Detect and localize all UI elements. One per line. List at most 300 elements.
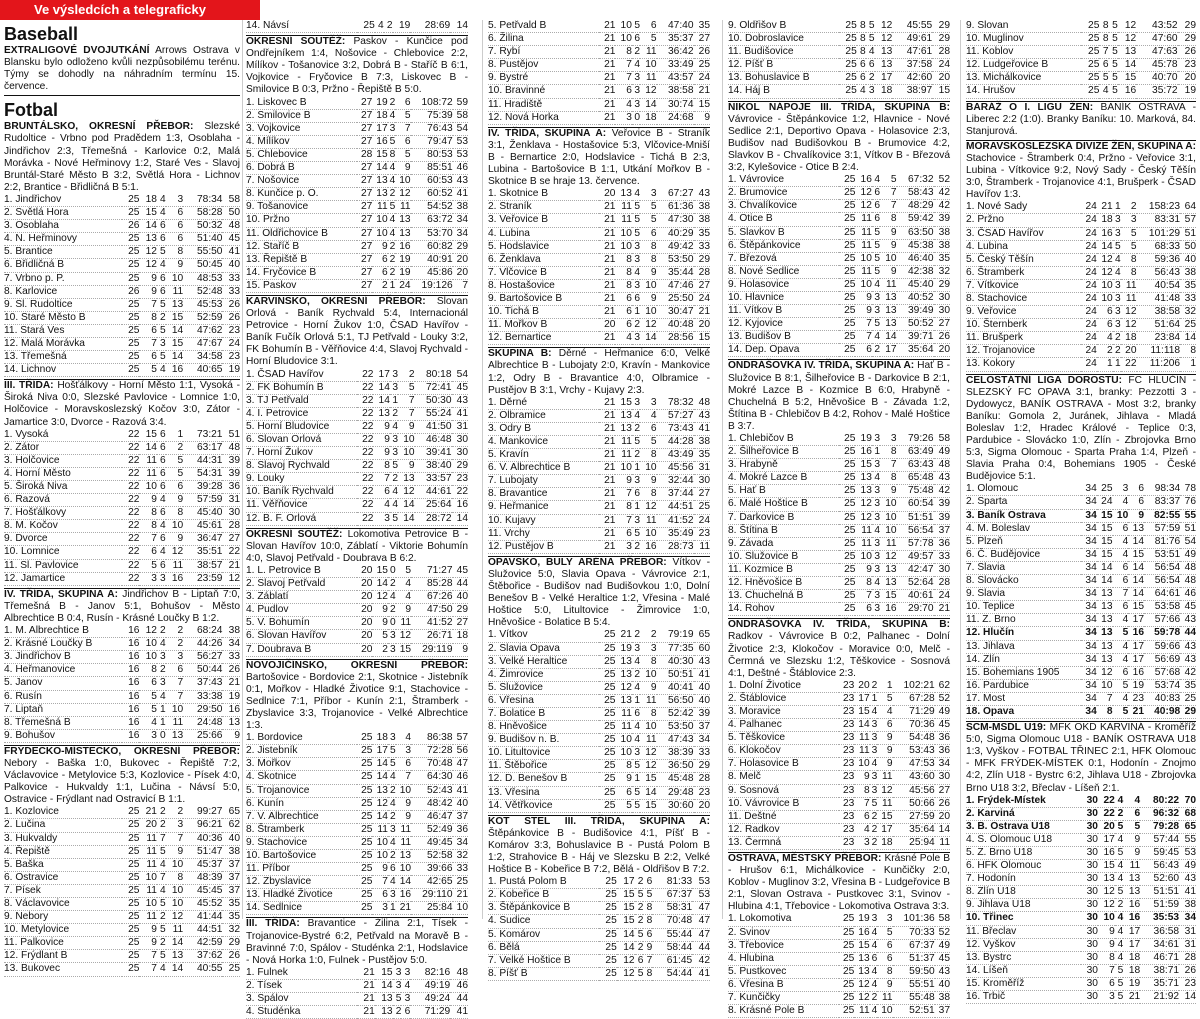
matches: 25 — [361, 850, 373, 861]
matches: 16 — [128, 638, 140, 650]
team-name: 2. Světlá Hora — [4, 207, 69, 219]
team-name: 1. Fulnek — [246, 966, 288, 978]
matches: 22 — [362, 368, 374, 380]
losses: 9 — [177, 259, 184, 271]
team-name: 6. Razová — [4, 494, 50, 506]
draws: 3 — [874, 603, 881, 615]
wins: 6 — [866, 344, 872, 356]
losses: 9 — [890, 265, 897, 277]
standings-row — [246, 771, 468, 784]
points: 62 — [938, 679, 950, 691]
losses: 12 — [399, 188, 411, 200]
standings-row — [728, 992, 950, 1005]
score: 55:48 — [909, 992, 935, 1004]
score: 37:43 — [196, 677, 223, 689]
standings-row — [488, 436, 710, 449]
team-name: 8. Píšť B — [488, 967, 528, 979]
competition-heading: IV. TŘÍDA, SKUPINA A: — [488, 127, 607, 139]
draws: 4 — [389, 214, 396, 226]
matches: 24 — [1085, 358, 1097, 370]
points: 48 — [1184, 561, 1196, 573]
draws: 6 — [1122, 522, 1129, 534]
matches: 25 — [844, 537, 856, 549]
draws: 4 — [1122, 653, 1129, 665]
points: 34 — [456, 836, 468, 848]
wins: 9 — [382, 604, 388, 616]
score: 37:58 — [906, 59, 933, 71]
draws: 4 — [1122, 548, 1129, 560]
losses: 1 — [177, 428, 184, 440]
draws: 7 — [1122, 588, 1129, 600]
score: 52:49 — [427, 823, 453, 835]
points: 24 — [698, 72, 710, 84]
points: 30 — [938, 771, 950, 783]
wins: 21 — [620, 629, 632, 641]
losses: 8 — [890, 446, 897, 458]
matches: 34 — [1085, 509, 1097, 521]
wins: 9 — [626, 773, 632, 785]
standings-row — [966, 601, 1196, 614]
team-name: 6. Vřesina — [488, 694, 534, 706]
standings-row — [4, 207, 240, 220]
points: 38 — [228, 625, 240, 637]
team-name: 8. M. Kočov — [4, 520, 58, 532]
draws: 2 — [871, 823, 878, 835]
points: 30 — [938, 563, 950, 575]
draws: 6 — [874, 187, 881, 199]
wins: 22 — [1103, 794, 1115, 806]
losses: 10 — [645, 668, 657, 680]
matches: 25 — [605, 941, 617, 953]
wins: 6 — [626, 306, 632, 318]
losses: 16 — [645, 540, 657, 552]
team-name: 10. Litultovice — [488, 747, 551, 759]
points: 9 — [234, 729, 240, 741]
results-text: Hošťálkovy - Horní Město 1:1, Vysoká - Široká Niva 0:0, Slezské Pavlovice - Lomnice 1:0, Holčovice - Moravskoslezský Kočov 3:0, Zátor - Jamartice 3:0, Dvorce - Razová 3:4. — [4, 380, 240, 428]
standings-row — [966, 561, 1196, 574]
matches: 34 — [1085, 614, 1097, 626]
wins: 13 — [620, 188, 632, 200]
losses: 14 — [645, 332, 657, 344]
score: 50:66 — [909, 797, 935, 809]
wins: 17 — [1103, 833, 1115, 845]
team-name: 5. Horní Bludovice — [246, 420, 330, 432]
matches: 27 — [360, 188, 373, 200]
points: 52 — [938, 692, 950, 704]
standings-table — [4, 806, 240, 976]
losses: 10 — [645, 721, 657, 733]
wins: 10 — [858, 758, 870, 770]
results-text: Krásné Pole B - Hrušov 6:1, Michálkovice - Kunčičky 2:0, Koblov - Muglinov 3:2, Vřesina B - Ludgeřovice B 2:1, Slovan Ostrava - Pustkovec 3:1, Svinov - Hlubina 4:1, Třebovice - Lokomotiva Ostrava 3:3. — [728, 853, 950, 913]
losses: 16 — [171, 572, 184, 584]
standings-row — [966, 705, 1196, 718]
matches: 25 — [128, 298, 140, 310]
wins: 15 — [376, 564, 388, 576]
wins: 6 — [859, 59, 866, 71]
team-name: 12. Radkov — [728, 823, 780, 835]
draws: 3 — [871, 719, 878, 731]
standings-row — [966, 85, 1196, 98]
standings-row — [488, 773, 710, 786]
standings-row — [728, 472, 950, 485]
standings-row — [728, 745, 950, 758]
standings-row — [966, 666, 1196, 679]
standings-row — [246, 745, 468, 758]
score: 71:27 — [427, 564, 453, 576]
wins: 12 — [623, 967, 635, 979]
standings-row — [728, 810, 950, 823]
score: 73:43 — [668, 422, 694, 434]
score: 48:42 — [427, 797, 453, 809]
results-text: Bartošovice - Bordovice 2:1, Skotnice - Jistebník 0:1, Mořkov - Hladké Životice 9:1, Stachovice - Sedlnice 7:1, Příbor - Kunín 2:1, Štramberk - Zbyslavice 3:3, Trojanovice - Velké Albrechtice 1:3. — [246, 671, 468, 732]
losses: 7 — [646, 954, 653, 966]
draws: 1 — [1114, 358, 1121, 370]
team-name: 11. Stará Ves — [4, 324, 65, 336]
draws: 2 — [634, 422, 641, 434]
wins: 16 — [860, 174, 872, 186]
points: 33 — [456, 863, 468, 875]
matches: 23 — [842, 692, 855, 704]
standings-row — [488, 292, 710, 305]
score: 56:43 — [1154, 266, 1181, 278]
standings-row — [966, 483, 1196, 496]
draws: 6 — [160, 441, 166, 453]
wins: 6 — [151, 324, 157, 336]
draws: 2 — [634, 668, 641, 680]
losses: 11 — [885, 537, 897, 549]
matches: 30 — [1086, 833, 1098, 845]
score: 40:91 — [427, 253, 453, 265]
points: 49 — [938, 939, 950, 951]
points: 26 — [938, 797, 950, 809]
score: 45:40 — [196, 507, 223, 519]
draws: 2 — [1117, 807, 1124, 819]
standings-table — [728, 680, 950, 850]
wins: 14 — [1101, 240, 1113, 252]
draws: 6 — [634, 292, 641, 304]
score: 36:47 — [196, 533, 223, 545]
team-name: 6. Kunín — [246, 797, 284, 809]
draws: 5 — [1112, 59, 1118, 71]
score: 54:31 — [196, 467, 223, 479]
score: 35:72 — [1152, 85, 1178, 97]
score: 35:64 — [908, 344, 934, 356]
wins: 5 — [151, 703, 157, 715]
score: 57:27 — [668, 409, 694, 421]
score: 29:50 — [196, 703, 223, 715]
draws: 5 — [1122, 705, 1129, 717]
points: 9 — [462, 643, 468, 655]
points: 30 — [456, 447, 468, 459]
matches: 21 — [604, 59, 616, 71]
standings-row — [966, 72, 1196, 85]
matches: 21 — [363, 993, 375, 1005]
standings-row — [966, 991, 1196, 1004]
standings-row — [246, 1006, 468, 1019]
score: 25:64 — [426, 499, 452, 511]
draws: 5 — [634, 214, 641, 226]
points: 15 — [938, 85, 950, 97]
score: 37:62 — [196, 950, 223, 962]
points: 29 — [938, 20, 950, 31]
points: 56 — [456, 745, 468, 757]
points: 53 — [698, 876, 710, 888]
banner-title: Ve výsledcích a telegraficky — [34, 2, 206, 17]
wins: 10 — [620, 240, 632, 252]
matches: 25 — [1088, 33, 1100, 45]
score: 70:33 — [909, 926, 935, 938]
draws: 4 — [160, 858, 166, 870]
matches: 25 — [844, 344, 856, 356]
team-name: 9. Jihlava U18 — [966, 899, 1031, 911]
draws: 4 — [871, 926, 878, 938]
team-name: 2. Tísek — [246, 979, 283, 991]
matches: 25 — [845, 85, 857, 97]
standings-row — [966, 860, 1196, 873]
standings-row — [4, 246, 240, 259]
wins: 14 — [376, 771, 388, 783]
matches: 24 — [1085, 201, 1097, 213]
wins: 5 — [1102, 72, 1109, 84]
matches: 25 — [361, 836, 373, 848]
standings-row — [246, 188, 468, 201]
standings-row — [4, 638, 240, 651]
matches: 25 — [128, 832, 140, 844]
points: 29 — [456, 604, 468, 616]
team-name: 4. Lubina — [966, 240, 1008, 252]
team-name: 14. Větřkovice — [488, 799, 553, 811]
score: 57:44 — [1153, 833, 1180, 845]
team-name: 5. Petřvald B — [488, 20, 547, 31]
points: 24 — [698, 514, 710, 526]
draws: 2 — [389, 850, 396, 861]
losses: 10 — [885, 498, 897, 510]
standings-row — [4, 311, 240, 324]
team-name: 12. Bernartice — [488, 332, 552, 344]
points: 48 — [1184, 575, 1196, 587]
draws: 2 — [637, 941, 644, 953]
score: 23:84 — [1154, 332, 1181, 344]
score: 60:54 — [908, 498, 934, 510]
losses: 9 — [890, 226, 897, 238]
draws: 3 — [160, 337, 166, 349]
matches: 22 — [362, 381, 374, 393]
points: 20 — [698, 319, 710, 331]
standings-row — [4, 911, 240, 924]
wins: 18 — [1101, 214, 1113, 226]
matches: 22 — [128, 572, 140, 584]
matches: 21 — [604, 422, 616, 434]
wins: 19 — [376, 96, 388, 108]
points: 42 — [938, 485, 950, 497]
team-name: 10. Staré Město B — [4, 311, 86, 323]
draws: 4 — [1117, 833, 1124, 845]
draws: 3 — [160, 572, 166, 584]
losses: 17 — [880, 72, 893, 84]
standings-row — [246, 993, 468, 1006]
losses: 21 — [1132, 705, 1144, 717]
team-name: 2. Pržno — [966, 214, 1004, 226]
points: 37 — [228, 871, 240, 883]
losses: 16 — [399, 240, 411, 252]
matches: 21 — [604, 279, 616, 291]
score: 57:66 — [1154, 614, 1181, 626]
wins: 8 — [626, 501, 632, 513]
losses: 12 — [403, 486, 415, 498]
result-paragraph — [246, 660, 468, 733]
losses: 15 — [171, 337, 184, 349]
team-name: 4. Mílíkov — [246, 135, 290, 147]
matches: 25 — [604, 668, 616, 680]
score: 71:29 — [909, 705, 935, 717]
team-name: 7. Hošťálkovy — [4, 507, 67, 519]
draws: 1 — [874, 446, 881, 458]
team-name: 13. Čermná — [728, 836, 782, 848]
points: 34 — [1184, 912, 1196, 924]
score: 54:52 — [427, 201, 453, 213]
losses: 9 — [890, 239, 897, 251]
draws: 1 — [160, 716, 166, 728]
losses: 14 — [1132, 588, 1144, 600]
team-name: 1. L. Petrovice B — [246, 564, 321, 576]
score: 42:47 — [908, 563, 934, 575]
matches: 22 — [362, 499, 374, 511]
score: 51:40 — [196, 233, 223, 245]
points: 45 — [456, 564, 468, 576]
losses: 4 — [886, 705, 893, 717]
team-name: 8. Hněvošice — [488, 721, 547, 733]
losses: 11 — [400, 201, 411, 213]
draws: 4 — [160, 884, 166, 896]
standings-row — [488, 111, 710, 124]
score: 40:30 — [668, 655, 694, 667]
draws: 4 — [634, 266, 641, 278]
points: 35 — [698, 20, 710, 31]
competition-heading: CELOSTÁTNÍ LIGA DOROSTU: — [966, 374, 1123, 386]
wins: 13 — [145, 233, 157, 245]
score: 36:50 — [668, 760, 694, 772]
losses: 9 — [886, 745, 893, 757]
standings-row — [246, 902, 468, 915]
draws: 4 — [634, 409, 641, 421]
losses: 18 — [1128, 951, 1141, 963]
wins: 12 — [1103, 886, 1115, 898]
points: 36 — [228, 481, 240, 492]
standings-row — [966, 692, 1196, 705]
team-name: 3. Moravice — [728, 705, 781, 717]
losses: 7 — [408, 394, 415, 406]
score: 58:28 — [196, 207, 223, 219]
draws: 3 — [395, 966, 402, 978]
matches: 25 — [844, 226, 856, 238]
team-name: 5. Český Těšín — [966, 253, 1034, 265]
losses: 13 — [885, 305, 897, 317]
standings-row — [966, 588, 1196, 601]
draws: 5 — [868, 33, 875, 45]
matches: 21 — [604, 214, 616, 226]
matches: 22 — [362, 460, 374, 472]
score: 72:28 — [427, 745, 453, 757]
wins: 14 — [1101, 561, 1113, 573]
points: 43 — [938, 965, 950, 977]
wins: 3 — [151, 572, 157, 584]
points: 29 — [938, 33, 950, 45]
wins: 10 — [1103, 912, 1115, 924]
score: 45:56 — [668, 462, 694, 474]
matches: 20 — [361, 643, 373, 655]
team-name: 15. Kroměříž — [966, 977, 1025, 989]
standings-row — [966, 640, 1196, 653]
results-text: Vítkov - Služovice 5:0, Slavia Opava - Vávrovice 2:1, Štěbořice - Budišov nad Budišovkou 1:0, Dolní Benešov B - Velké Heraltice 1:2, Vřesina - Malé Hoštice 5:0, Litultovice - Žimrovice 1:0, Hněvošice - Bolatice B 5:4. — [488, 556, 710, 629]
draws: 5 — [634, 227, 641, 239]
standings-row — [488, 655, 710, 668]
team-name: 9. Dvorce — [4, 533, 48, 545]
losses: 7 — [404, 122, 411, 134]
score: 52:60 — [1153, 873, 1180, 885]
draws: 3 — [634, 279, 641, 291]
draws: 4 — [871, 1005, 878, 1017]
losses: 15 — [1124, 72, 1137, 84]
standings-row — [246, 512, 468, 525]
wins: 12 — [620, 681, 632, 693]
standings-row — [4, 454, 240, 467]
losses: 14 — [645, 786, 657, 798]
wins: 3 — [151, 729, 157, 741]
losses: 12 — [171, 911, 184, 923]
draws: 4 — [1117, 951, 1124, 963]
losses: 5 — [650, 33, 657, 45]
losses: 9 — [650, 292, 657, 304]
wins: 12 — [860, 187, 872, 199]
matches: 23 — [842, 705, 855, 717]
standings-row — [4, 937, 240, 950]
wins: 9 — [151, 494, 157, 506]
losses: 11 — [400, 836, 412, 848]
standings-row — [488, 266, 710, 279]
points: 45 — [456, 381, 468, 393]
score: 29:119 — [422, 643, 453, 655]
score: 27:59 — [909, 810, 935, 822]
wins: 14 — [145, 220, 157, 232]
wins: 13 — [620, 668, 632, 680]
points: 35 — [938, 252, 950, 264]
score: 47:61 — [906, 46, 933, 58]
points: 19 — [228, 690, 240, 702]
team-name: 3. TJ Petřvald — [246, 394, 309, 406]
score: 45:78 — [1152, 59, 1178, 71]
points: 34 — [938, 758, 950, 770]
losses: 14 — [1132, 561, 1144, 573]
wins: 9 — [866, 305, 872, 317]
matches: 25 — [361, 876, 373, 888]
losses: 16 — [1124, 85, 1137, 97]
losses: 9 — [650, 475, 657, 487]
points: 10 — [456, 902, 468, 914]
matches: 25 — [128, 246, 140, 258]
points: 49 — [1184, 548, 1196, 560]
team-name: 1. Děrné — [488, 396, 528, 408]
losses: 3 — [177, 193, 184, 205]
standings-row — [728, 174, 950, 187]
matches: 34 — [1085, 548, 1097, 560]
wins: 17 — [376, 745, 388, 757]
losses: 8 — [646, 915, 653, 927]
losses: 4 — [405, 591, 412, 603]
wins: 12 — [623, 954, 635, 966]
wins: 6 — [1109, 977, 1115, 989]
standings-table — [246, 369, 468, 526]
wins: 4 — [1107, 332, 1113, 344]
